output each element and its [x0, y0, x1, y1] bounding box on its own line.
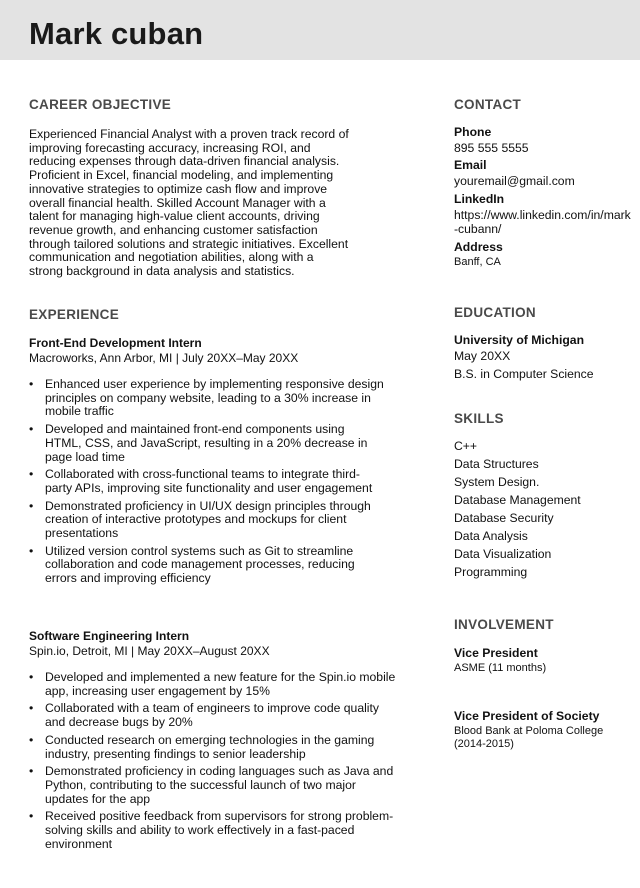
- email-value: youremail@gmail.com: [454, 174, 575, 188]
- skill-item: Data Analysis: [454, 529, 528, 543]
- candidate-name: Mark cuban: [29, 16, 204, 51]
- job-bullet: • Developed and maintained front-end components using HTML, CSS, and JavaScript, resulting in a 20% decrease in page load time: [29, 423, 384, 464]
- involvement-role: Vice President of Society: [454, 709, 600, 723]
- skill-item: Database Security: [454, 511, 554, 525]
- experience-heading: EXPERIENCE: [29, 307, 120, 322]
- job-title: Software Engineering Intern: [29, 629, 190, 643]
- phone-value: 895 555 5555: [454, 141, 529, 155]
- job-bullet: • Conducted research on emerging technologies in the gaming industry, presenting findings to senior leadership: [29, 734, 401, 761]
- phone-label: Phone: [454, 125, 492, 139]
- linkedin-url: https://www.linkedin.com/in/mark: [454, 208, 631, 222]
- job-bullet: • Developed and implemented a new feature for the Spin.io mobile app, increasing user engagement by 15%: [29, 671, 401, 698]
- skill-item: Data Visualization: [454, 547, 552, 561]
- job-subtitle: Spin.io, Detroit, MI | May 20XX–August 20XX: [29, 644, 270, 658]
- skills-heading: SKILLS: [454, 411, 504, 426]
- job-title: Front-End Development Intern: [29, 336, 202, 350]
- education-date: May 20XX: [454, 349, 511, 363]
- involvement-org-dates: (2014-2015): [454, 738, 514, 750]
- career-objective-heading: CAREER OBJECTIVE: [29, 97, 172, 112]
- involvement-heading: INVOLVEMENT: [454, 617, 554, 632]
- job-subtitle: Macroworks, Ann Arbor, MI | July 20XX–May 20XX: [29, 351, 299, 365]
- skill-item: Programming: [454, 565, 528, 579]
- contact-heading: CONTACT: [454, 97, 522, 112]
- job-bullet: • Demonstrated proficiency in coding languages such as Java and Python, contributing to the successful launch of two major updates for the app: [29, 765, 401, 806]
- job-bullets: [29, 671, 401, 855]
- job-bullet: • Utilized version control systems such as Git to streamline collaboration and code management processes, reducing errors and improving efficiency: [29, 545, 384, 586]
- address-label: Address: [454, 240, 503, 254]
- job-bullet: • Collaborated with a team of engineers to improve code quality and decrease bugs by 20%: [29, 702, 401, 729]
- education-heading: EDUCATION: [454, 305, 536, 320]
- job-bullet: • Enhanced user experience by implementing responsive design principles on company website, leading to a 30% increase in mobile traffic: [29, 378, 384, 419]
- job-bullet: • Collaborated with cross-functional teams to integrate third-party APIs, improving site functionality and user engagement: [29, 468, 384, 495]
- job-bullet: • Demonstrated proficiency in UI/UX design principles through creation of interactive prototypes and mockups for client presentations: [29, 500, 384, 541]
- involvement-org: Blood Bank at Poloma College: [454, 725, 604, 737]
- skill-item: C++: [454, 439, 478, 453]
- linkedin-label: LinkedIn: [454, 192, 505, 206]
- skill-item: Database Management: [454, 493, 581, 507]
- skill-item: System Design.: [454, 475, 540, 489]
- skills-list: [454, 437, 634, 581]
- school-name: University of Michigan: [454, 333, 585, 347]
- degree: B.S. in Computer Science: [454, 367, 594, 381]
- job-bullets: [29, 378, 384, 590]
- email-label: Email: [454, 158, 487, 172]
- skill-item: Data Structures: [454, 457, 539, 471]
- job-bullet: • Received positive feedback from supervisors for strong problem-solving skills and ability to work effectively in a fast-paced environment: [29, 810, 401, 851]
- address-value: Banff, CA: [454, 256, 501, 268]
- involvement-role: Vice President: [454, 646, 538, 660]
- involvement-org: ASME (11 months): [454, 662, 547, 674]
- linkedin-url-cont: -cubann/: [454, 222, 502, 236]
- career-objective-text: Experienced Financial Analyst with a proven track record of improving forecasting accuracy, increasing ROI, and reducing expenses through data-driven financial analysis. Proficient in Excel, financial modeling, and implementing innovative strategies to optimize cash flow and improve overall financial health. Skilled Account Manager with a talent for managing high-value client accounts, driving revenue growth, and enhancing customer satisfaction through tailored solutions and strategic initiatives. Excellent communication and negotiation abilities, along with a strong background in data analysis and statistics.: [29, 127, 349, 279]
